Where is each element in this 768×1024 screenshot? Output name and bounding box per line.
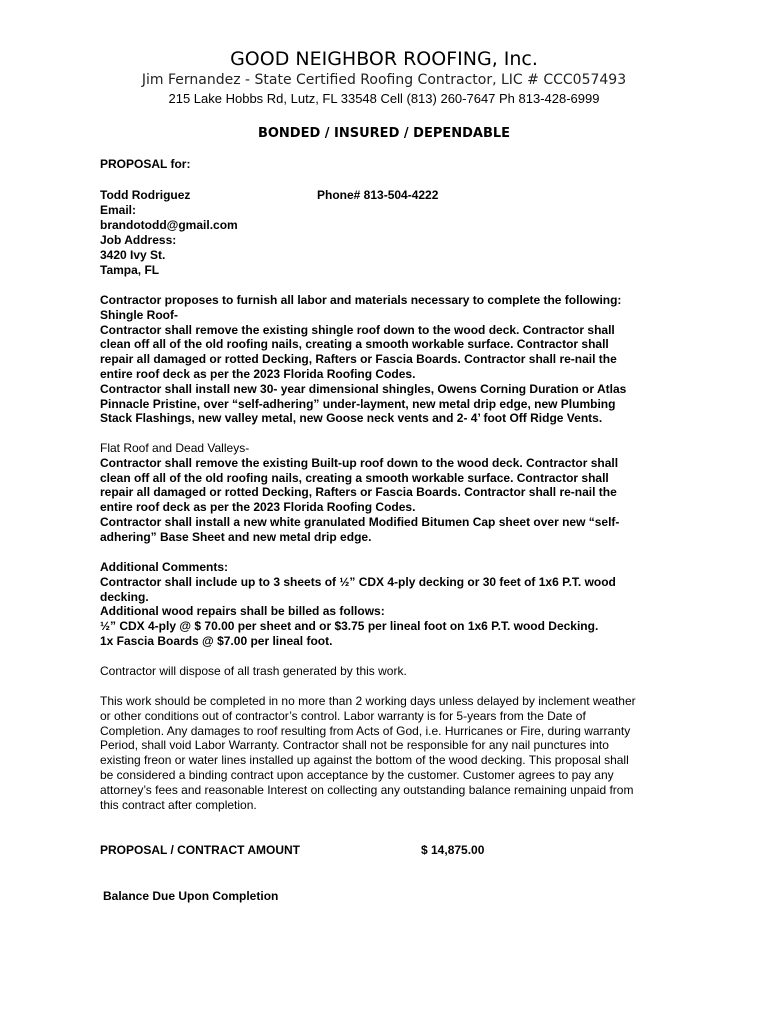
company-name: GOOD NEIGHBOR ROOFING, Inc. bbox=[230, 48, 538, 70]
shingle-line: Stack Flashings, new valley metal, new Goose neck vents and 2- 4’ foot Off Ridge Vents. bbox=[100, 411, 603, 426]
email-label: Email: bbox=[100, 203, 137, 217]
scope-intro: Contractor proposes to furnish all labor and materials necessary to complete the following: bbox=[100, 293, 622, 307]
shingle-line: clean off all of the old roofing nails, creating a smooth workable surface. Contractor shall bbox=[100, 337, 609, 352]
client-email: brandotodd@gmail.com bbox=[100, 218, 238, 232]
shingle-line: Contractor shall install new 30- year dimensional shingles, Owens Corning Duration or Atlas bbox=[100, 381, 627, 396]
flat-roof-line: Contractor shall install a new white granulated Modified Bitumen Cap sheet over new “self- bbox=[100, 515, 620, 529]
flat-roof-line: Contractor shall remove the existing Built-up roof down to the wood deck. Contractor shall bbox=[100, 455, 619, 470]
additional-line: Additional wood repairs shall be billed as follows: bbox=[100, 604, 385, 619]
client-name: Todd Rodriguez bbox=[100, 188, 191, 202]
terms-line: be considered a binding contract upon acceptance by the customer. Customer agrees to pay any bbox=[100, 768, 614, 782]
contractor-license: Jim Fernandez - State Certified Roofing Contractor, LIC # CCC057493 bbox=[141, 72, 627, 88]
flat-roof-line: repair all damaged or rotted Decking, Rafters or Fascia Boards. Contractor shall re-nail the bbox=[100, 485, 617, 500]
additional-comments-heading: Additional Comments: bbox=[100, 560, 228, 574]
disposal-note: Contractor will dispose of all trash generated by this work. bbox=[100, 664, 407, 678]
company-tagline: BONDED / INSURED / DEPENDABLE bbox=[257, 126, 511, 141]
additional-line: decking. bbox=[100, 589, 149, 604]
shingle-line: Contractor shall remove the existing shingle roof down to the wood deck. Contractor shall bbox=[100, 322, 615, 337]
shingle-heading: Shingle Roof- bbox=[100, 307, 178, 322]
additional-line: Contractor shall include up to 3 sheets of ½” CDX 4-ply decking or 30 feet of 1x6 P.T. wood bbox=[100, 574, 616, 589]
terms-line: Completion. Any damages to roof resulting from Acts of God, i.e. Hurricanes or Fire, during warranty bbox=[100, 723, 631, 738]
terms-line: attorney’s fees and reasonable Interest on collecting any outstanding balance remaining unpaid from bbox=[100, 782, 634, 797]
company-address: 215 Lake Hobbs Rd, Lutz, FL 33548 Cell (813) 260-7647 Ph 813-428-6999 bbox=[168, 91, 600, 106]
additional-line: 1x Fascia Boards @ $7.00 per lineal foot. bbox=[100, 634, 333, 648]
client-phone: Phone# 813-504-4222 bbox=[317, 188, 439, 202]
proposal-for-label: PROPOSAL for: bbox=[100, 157, 191, 171]
shingle-line: repair all damaged or rotted Decking, Rafters or Fascia Boards. Contractor shall re-nail the bbox=[100, 352, 617, 367]
terms-line: Period, shall void Labor Warranty. Contractor shall not be responsible for any nail punctures into bbox=[100, 738, 609, 753]
balance-due-note: Balance Due Upon Completion bbox=[103, 889, 279, 903]
terms-line: this contract after completion. bbox=[100, 797, 257, 812]
flat-roof-line: adhering” Base Sheet and new metal drip edge. bbox=[100, 529, 372, 544]
job-city: Tampa, FL bbox=[100, 263, 160, 277]
additional-line: ½” CDX 4-ply @ $ 70.00 per sheet and or $3.75 per lineal foot on 1x6 P.T. wood Decking. bbox=[100, 619, 599, 634]
terms-line: This work should be completed in no more than 2 working days unless delayed by inclement weather bbox=[100, 694, 636, 708]
contract-amount-value: $ 14,875.00 bbox=[421, 843, 485, 857]
shingle-line: entire roof deck as per the 2023 Florida Roofing Codes. bbox=[100, 367, 416, 381]
contract-amount-label: PROPOSAL / CONTRACT AMOUNT bbox=[100, 843, 300, 857]
job-street: 3420 Ivy St. bbox=[100, 248, 166, 262]
flat-roof-line: entire roof deck as per the 2023 Florida Roofing Codes. bbox=[100, 500, 416, 515]
flat-roof-heading: Flat Roof and Dead Valleys- bbox=[100, 441, 250, 455]
terms-line: or other conditions out of contractor’s control. Labor warranty is for 5-years from the Date of bbox=[100, 708, 586, 723]
job-address-label: Job Address: bbox=[100, 233, 177, 247]
terms-line: existing freon or water lines installed up against the bottom of the wood decking. This proposal shall bbox=[100, 753, 629, 768]
flat-roof-line: clean off all of the old roofing nails, creating a smooth workable surface. Contractor shall bbox=[100, 470, 609, 485]
shingle-line: Pinnacle Pristine, over “self-adhering” under-layment, new metal drip edge, new Plumbing bbox=[100, 396, 616, 411]
